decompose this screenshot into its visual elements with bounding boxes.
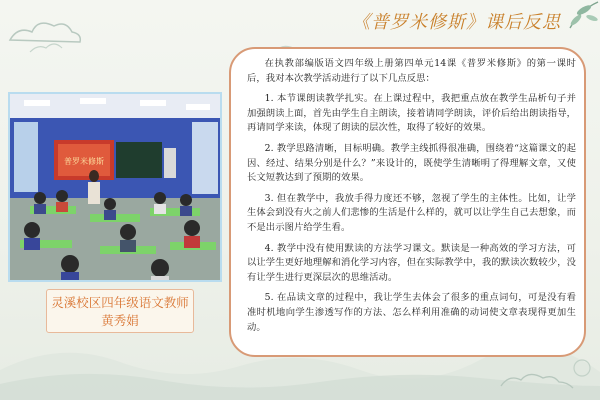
classroom-photo <box>8 92 222 282</box>
reflection-point: 4. 教学中没有使用默读的方法学习课文。默读是一种高效的学习方法，可以让学生更好地理解和消化学习内容，但在实际教学中，我的默读次数较少，没有让学生进行更深层次的思维活动。 <box>247 242 576 283</box>
cloud-decoration-icon <box>0 0 110 70</box>
page-title: 《普罗米修斯》课后反思 <box>352 12 561 33</box>
reflection-point: 2. 教学思路清晰，目标明确。教学主线抓得很准确，围绕着“这篇课文的起因、经过、结果分别是什么？”来设计的，既使学生清晰明了得理解文章，又使长文短教达到了预期的效果。 <box>247 142 576 184</box>
reflection-point: 5. 在品读文章的过程中，我让学生去体会了很多的重点词句，可是没有看准时机地向学生渗透写作的方法、怎么样利用准确的动词使文章表现得更加生动。 <box>247 292 576 333</box>
reflection-intro: 在执教部编版语文四年级上册第四单元14课《普罗米修斯》的第一课时后，我对本次教学活动进行了以下几点反思： <box>247 58 576 84</box>
reflection-point: 3. 但在教学中，我放手得力度还不够，忽视了学生的主体性。比如，让学生体会到没有火之前人们悲惨的生活是什么样的，就可以让学生自己去想象，而不是出示图片给学生看。 <box>247 192 576 233</box>
caption-name-line: 黄秀娟 <box>101 313 139 328</box>
cloud-decoration-icon <box>496 356 596 396</box>
reflection-point: 1. 本节课朗读教学扎实。在上课过程中，我把重点放在教学生品析句子并加强朗读上面，首先由学生自主朗读，接着请同学朗读，评价后给出朗读指导，再请同学来读，体现了朗读的层次性，取得了较好的效果。 <box>247 93 576 134</box>
reflection-panel <box>229 47 586 357</box>
teacher-caption <box>46 289 194 333</box>
caption-school-line: 灵溪校区四年级语文教师 <box>51 295 189 310</box>
screen-text: 普罗米修斯 <box>64 157 104 166</box>
